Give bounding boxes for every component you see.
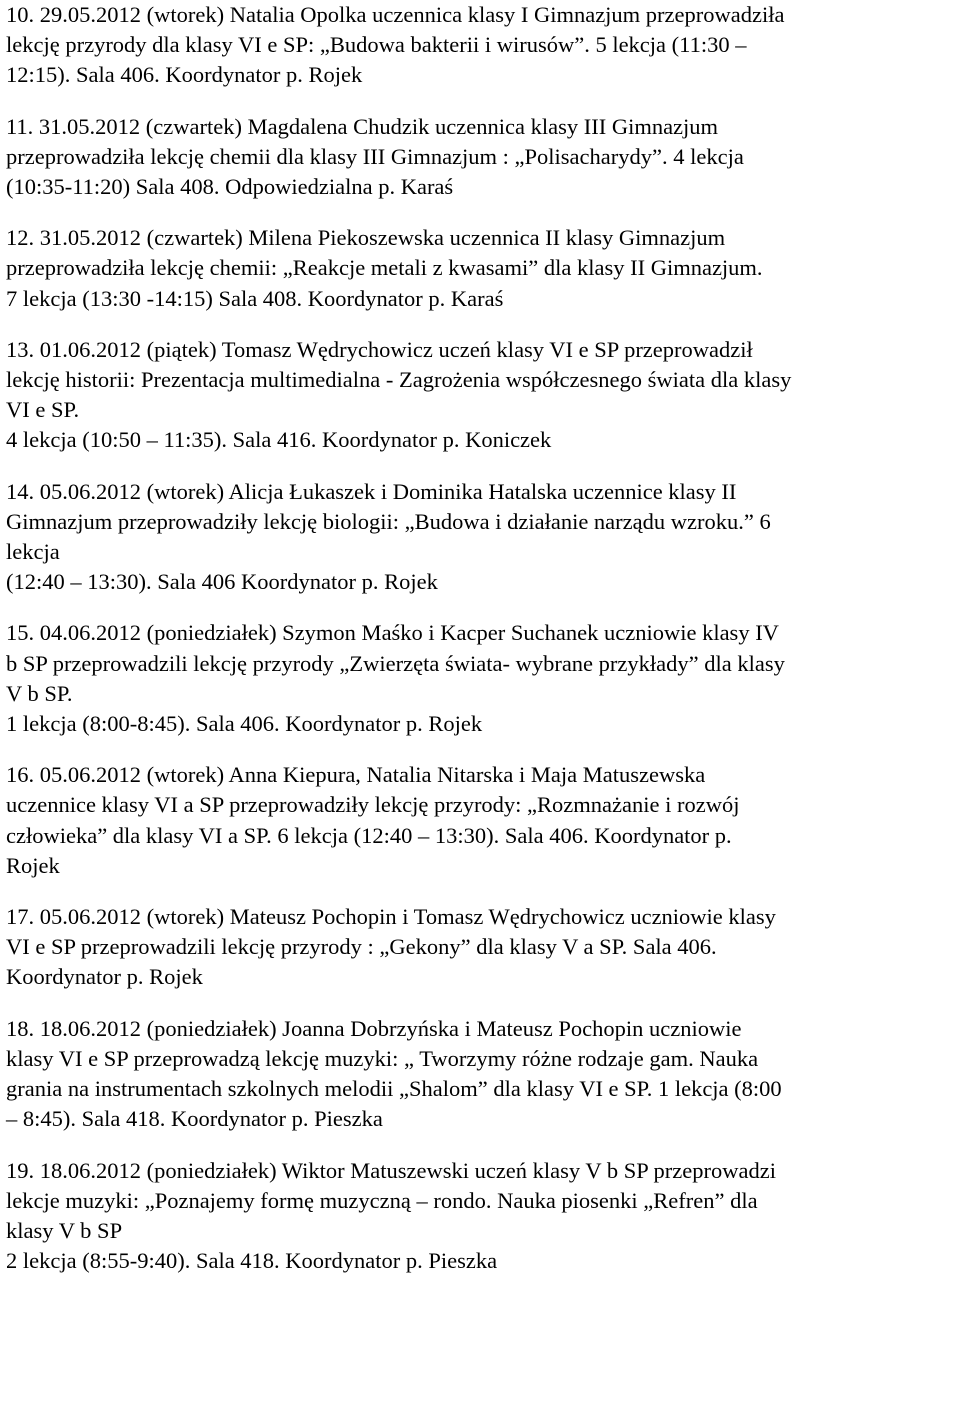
- entry-line: VI e SP.: [6, 397, 80, 423]
- entry-line: 10. 29.05.2012 (wtorek) Natalia Opolka uczennica klasy I Gimnazjum przeprowadziła: [6, 2, 785, 27]
- list-item: [6, 902, 956, 993]
- entry-line: lekcję przyrody dla klasy VI e SP: „Budowa bakterii i wirusów”. 5 lekcja (11:30 –: [6, 32, 747, 58]
- entry-line: 13. 01.06.2012 (piątek) Tomasz Wędrychowicz uczeń klasy VI e SP przeprowadził: [6, 336, 753, 362]
- entry-line: 14. 05.06.2012 (wtorek) Alicja Łukaszek i Dominika Hatalska uczennice klasy II: [6, 478, 737, 504]
- list-item: [6, 223, 956, 314]
- entry-line: lekcja: [6, 539, 60, 565]
- entry-line: lekcję historii: Prezentacja multimedialna - Zagrożenia współczesnego świata dla klasy: [6, 367, 792, 393]
- list-item: [6, 0, 956, 91]
- entry-line: 19. 18.06.2012 (poniedziałek) Wiktor Matuszewski uczeń klasy V b SP przeprowadzi: [6, 1157, 776, 1183]
- list-item: [6, 760, 956, 881]
- entry-line: przeprowadziła lekcję chemii dla klasy III Gimnazjum : „Polisacharydy”. 4 lekcja: [6, 143, 744, 169]
- entry-line: Rojek: [6, 852, 60, 878]
- entry-line: V b SP.: [6, 680, 73, 706]
- list-item: [6, 335, 956, 456]
- entry-line: b SP przeprowadzili lekcję przyrody „Zwierzęta świata- wybrane przykłady” dla klasy: [6, 650, 785, 676]
- list-item: [6, 112, 956, 203]
- entry-line: 16. 05.06.2012 (wtorek) Anna Kiepura, Natalia Nitarska i Maja Matuszewska: [6, 762, 706, 788]
- entry-line: 12:15). Sala 406. Koordynator p. Rojek: [6, 62, 363, 88]
- entry-line: Gimnazjum przeprowadziły lekcję biologii: „Budowa i działanie narządu wzroku.” 6: [6, 508, 771, 534]
- document-page: [6, 0, 956, 1297]
- list-item: [6, 1014, 956, 1135]
- entry-line: (10:35-11:20) Sala 408. Odpowiedzialna p. Karaś: [6, 174, 454, 200]
- entry-line: 12. 31.05.2012 (czwartek) Milena Piekoszewska uczennica II klasy Gimnazjum: [6, 225, 726, 251]
- entry-line: – 8:45). Sala 418. Koordynator p. Pieszka: [6, 1106, 383, 1132]
- entry-line: człowieka” dla klasy VI a SP. 6 lekcja (12:40 – 13:30). Sala 406. Koordynator p.: [6, 822, 732, 848]
- entry-line: klasy VI e SP przeprowadzą lekcję muzyki: „ Tworzymy różne rodzaje gam. Nauka: [6, 1045, 759, 1071]
- entry-line: VI e SP przeprowadzili lekcję przyrody : „Gekony” dla klasy V a SP. Sala 406.: [6, 934, 717, 960]
- entry-line: 15. 04.06.2012 (poniedziałek) Szymon Maśko i Kacper Suchanek uczniowie klasy IV: [6, 620, 779, 646]
- entry-line: Koordynator p. Rojek: [6, 964, 203, 990]
- entry-line: lekcje muzyki: „Poznajemy formę muzyczną – rondo. Nauka piosenki „Refren” dla: [6, 1187, 758, 1213]
- list-item: [6, 477, 956, 598]
- entry-line: 1 lekcja (8:00-8:45). Sala 406. Koordynator p. Rojek: [6, 711, 483, 737]
- entry-line: 11. 31.05.2012 (czwartek) Magdalena Chudzik uczennica klasy III Gimnazjum: [6, 113, 719, 139]
- entry-line: uczennice klasy VI a SP przeprowadziły lekcję przyrody: „Rozmnażanie i rozwój: [6, 792, 740, 818]
- entry-line: klasy V b SP: [6, 1217, 123, 1243]
- entry-line: 4 lekcja (10:50 – 11:35). Sala 416. Koordynator p. Koniczek: [6, 427, 552, 453]
- entry-line: 18. 18.06.2012 (poniedziałek) Joanna Dobrzyńska i Mateusz Pochopin uczniowie: [6, 1015, 742, 1041]
- entry-line: 2 lekcja (8:55-9:40). Sala 418. Koordynator p. Pieszka: [6, 1248, 498, 1274]
- entry-line: grania na instrumentach szkolnych melodii „Shalom” dla klasy VI e SP. 1 lekcja (8:00: [6, 1076, 782, 1102]
- entry-line: przeprowadziła lekcję chemii: „Reakcje metali z kwasami” dla klasy II Gimnazjum.: [6, 255, 763, 281]
- entry-line: 7 lekcja (13:30 -14:15) Sala 408. Koordynator p. Karaś: [6, 285, 504, 311]
- list-item: [6, 618, 956, 739]
- list-item: [6, 1156, 956, 1277]
- entry-line: (12:40 – 13:30). Sala 406 Koordynator p. Rojek: [6, 569, 438, 595]
- entry-line: 17. 05.06.2012 (wtorek) Mateusz Pochopin i Tomasz Wędrychowicz uczniowie klasy: [6, 904, 776, 930]
